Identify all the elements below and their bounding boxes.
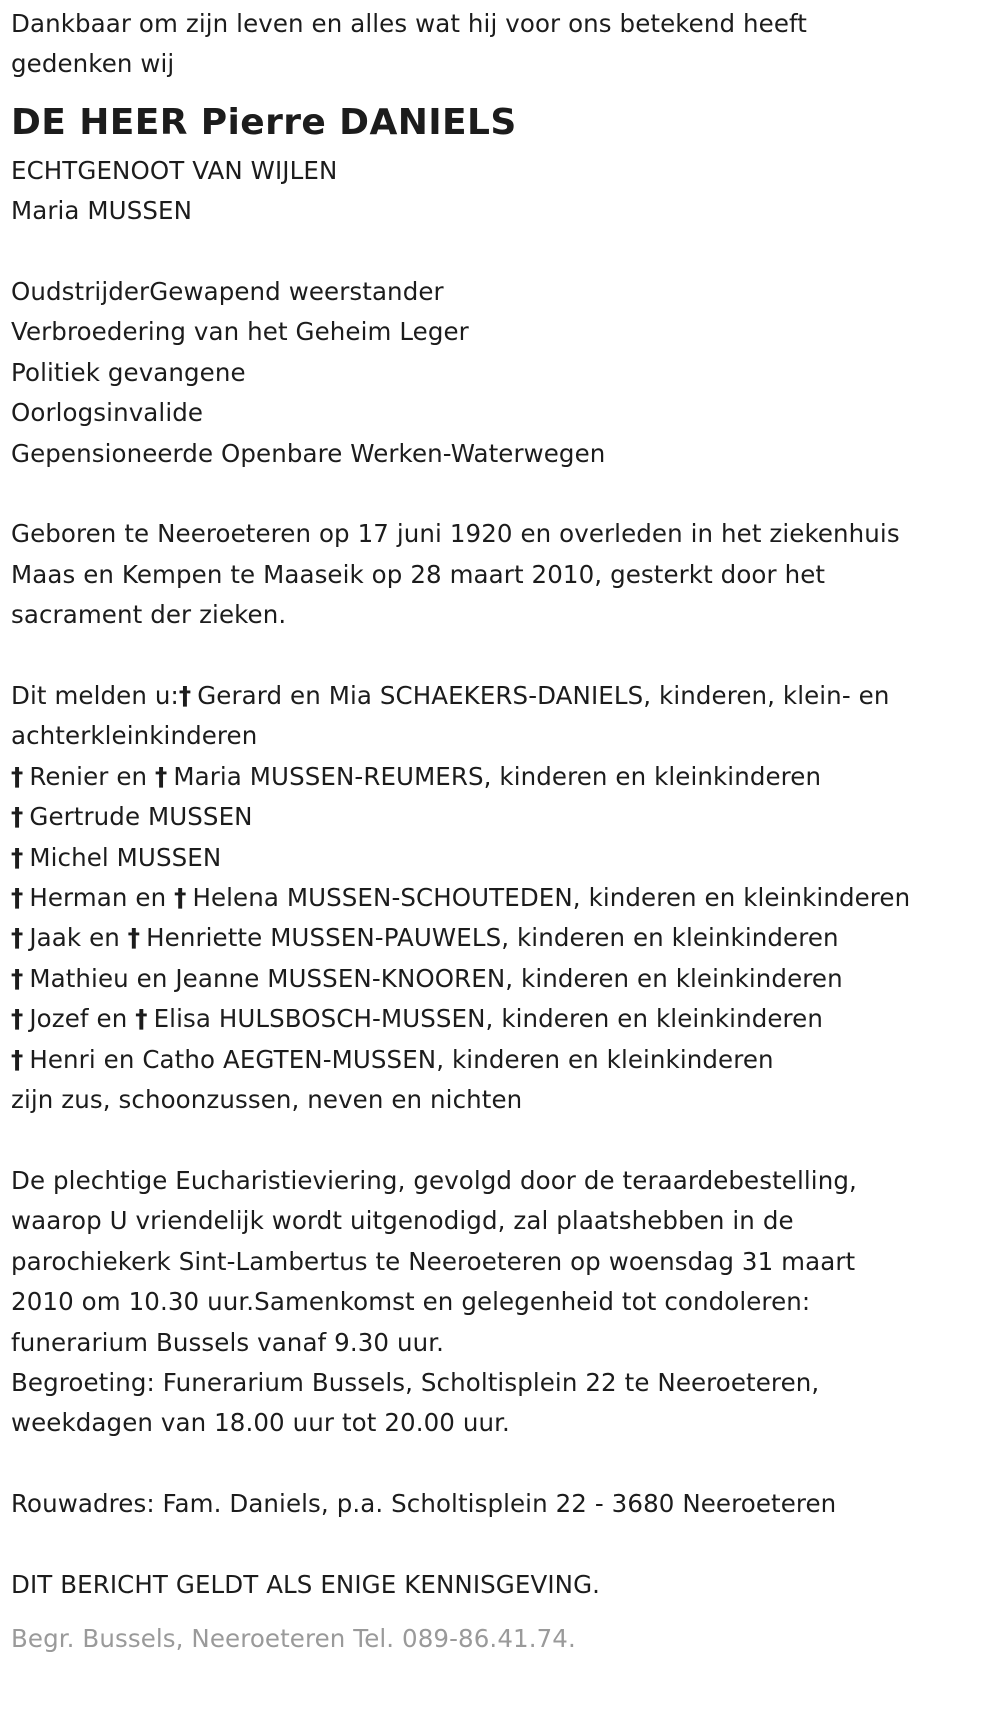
- visitation-line-1: Begroeting: Funerarium Bussels, Scholtisplein 22 te Neeroeteren,: [11, 1367, 820, 1397]
- cross-icon: †: [11, 923, 24, 953]
- family-line: [11, 878, 1000, 918]
- cross-icon: †: [11, 802, 24, 832]
- spacer: [11, 474, 1000, 514]
- family-name-b: Henriette MUSSEN-PAUWELS, kinderen en kleinkinderen: [146, 923, 839, 953]
- spacer: [11, 636, 1000, 676]
- spacer: [11, 1525, 1000, 1565]
- cross-icon: †: [11, 883, 24, 913]
- cross-icon: †: [155, 761, 168, 791]
- official-notice: DIT BERICHT GELDT ALS ENIGE KENNISGEVING.: [11, 1569, 601, 1599]
- family-line: [11, 918, 1000, 958]
- family-line-continuation: achterkleinkinderen: [11, 721, 258, 751]
- spacer: [11, 1121, 1000, 1161]
- family-first-text: Gerard en Mia SCHAEKERS-DANIELS, kinderen, klein- en: [197, 681, 890, 711]
- intro-line-2: gedenken wij: [11, 49, 175, 79]
- family-name-a: Michel MUSSEN: [29, 842, 222, 872]
- family-name-b: Maria MUSSEN-REUMERS, kinderen en kleinkinderen: [173, 761, 822, 791]
- visitation-line-2: weekdagen van 18.00 uur tot 20.00 uur.: [11, 1408, 510, 1438]
- cross-icon: †: [11, 1004, 24, 1034]
- title-line-5: Gepensioneerde Openbare Werken-Waterwegen: [11, 438, 606, 468]
- mourning-address: Rouwadres: Fam. Daniels, p.a. Scholtisplein 22 - 3680 Neeroeteren: [11, 1489, 837, 1519]
- cross-icon: †: [11, 842, 24, 872]
- cross-icon: †: [11, 963, 24, 993]
- family-name-a: Renier en: [29, 761, 156, 791]
- spacer: [11, 1444, 1000, 1484]
- family-line: [11, 959, 1000, 999]
- title-line-4: Oorlogsinvalide: [11, 398, 204, 428]
- family-line: [11, 797, 1000, 837]
- spacer: [11, 232, 1000, 272]
- birth-death-line-2: Maas en Kempen te Maaseik op 28 maart 2010, gesterkt door het: [11, 559, 826, 589]
- family-line: [11, 999, 1000, 1039]
- deceased-spouse: Maria MUSSEN: [11, 196, 193, 226]
- family-line: [11, 1040, 1000, 1080]
- family-name-a: Gertrude MUSSEN: [29, 802, 253, 832]
- title-line-2: Verbroedering van het Geheim Leger: [11, 317, 469, 347]
- family-name-b: Helena MUSSEN-SCHOUTEDEN, kinderen en kleinkinderen: [192, 883, 911, 913]
- intro-line-1: Dankbaar om zijn leven en alles wat hij voor ons betekend heeft: [11, 9, 807, 38]
- family-closing: zijn zus, schoonzussen, neven en nichten: [11, 1085, 523, 1115]
- funeral-home-footer: Begr. Bussels, Neeroeteren Tel. 089-86.41.74.: [11, 1624, 576, 1654]
- family-name-a: Jaak en: [29, 923, 128, 953]
- title-line-3: Politiek gevangene: [11, 357, 246, 387]
- ceremony-line-1: De plechtige Eucharistieviering, gevolgd door de teraardebestelling,: [11, 1165, 857, 1195]
- family-name-a: Jozef en: [29, 1004, 136, 1034]
- family-name-a: Henri en Catho AEGTEN-MUSSEN, kinderen en kleinkinderen: [29, 1044, 774, 1074]
- ceremony-line-5: funerarium Bussels vanaf 9.30 uur.: [11, 1327, 445, 1357]
- deceased-name: DE HEER Pierre DANIELS: [11, 101, 517, 143]
- cross-icon: †: [178, 681, 192, 711]
- birth-death-line-3: sacrament der zieken.: [11, 600, 287, 630]
- family-prefix: Dit melden u:: [11, 681, 179, 711]
- cross-icon: †: [11, 1044, 24, 1074]
- cross-icon: †: [127, 923, 141, 953]
- ceremony-line-2: waarop U vriendelijk wordt uitgenodigd, zal plaatshebben in de: [11, 1206, 794, 1236]
- family-line: [11, 838, 1000, 878]
- ceremony-line-4: 2010 om 10.30 uur.Samenkomst en gelegenheid tot condoleren:: [11, 1287, 811, 1317]
- family-name-b: Elisa HULSBOSCH-MUSSEN, kinderen en kleinkinderen: [153, 1004, 823, 1034]
- ceremony-line-3: parochiekerk Sint-Lambertus te Neeroeteren op woensdag 31 maart: [11, 1246, 856, 1276]
- birth-death-line-1: Geboren te Neeroeteren op 17 juni 1920 en overleden in het ziekenhuis: [11, 519, 900, 549]
- family-line-first: [11, 676, 1000, 716]
- family-name-a: Herman en: [29, 883, 175, 913]
- cross-icon: †: [11, 761, 24, 791]
- family-name-a: Mathieu en Jeanne MUSSEN-KNOOREN, kinderen en kleinkinderen: [29, 963, 843, 993]
- cross-icon: †: [174, 883, 187, 913]
- family-line: [11, 757, 1000, 797]
- deceased-relation: ECHTGENOOT VAN WIJLEN: [11, 155, 338, 185]
- cross-icon: †: [135, 1004, 148, 1034]
- title-line-1: OudstrijderGewapend weerstander: [11, 277, 444, 307]
